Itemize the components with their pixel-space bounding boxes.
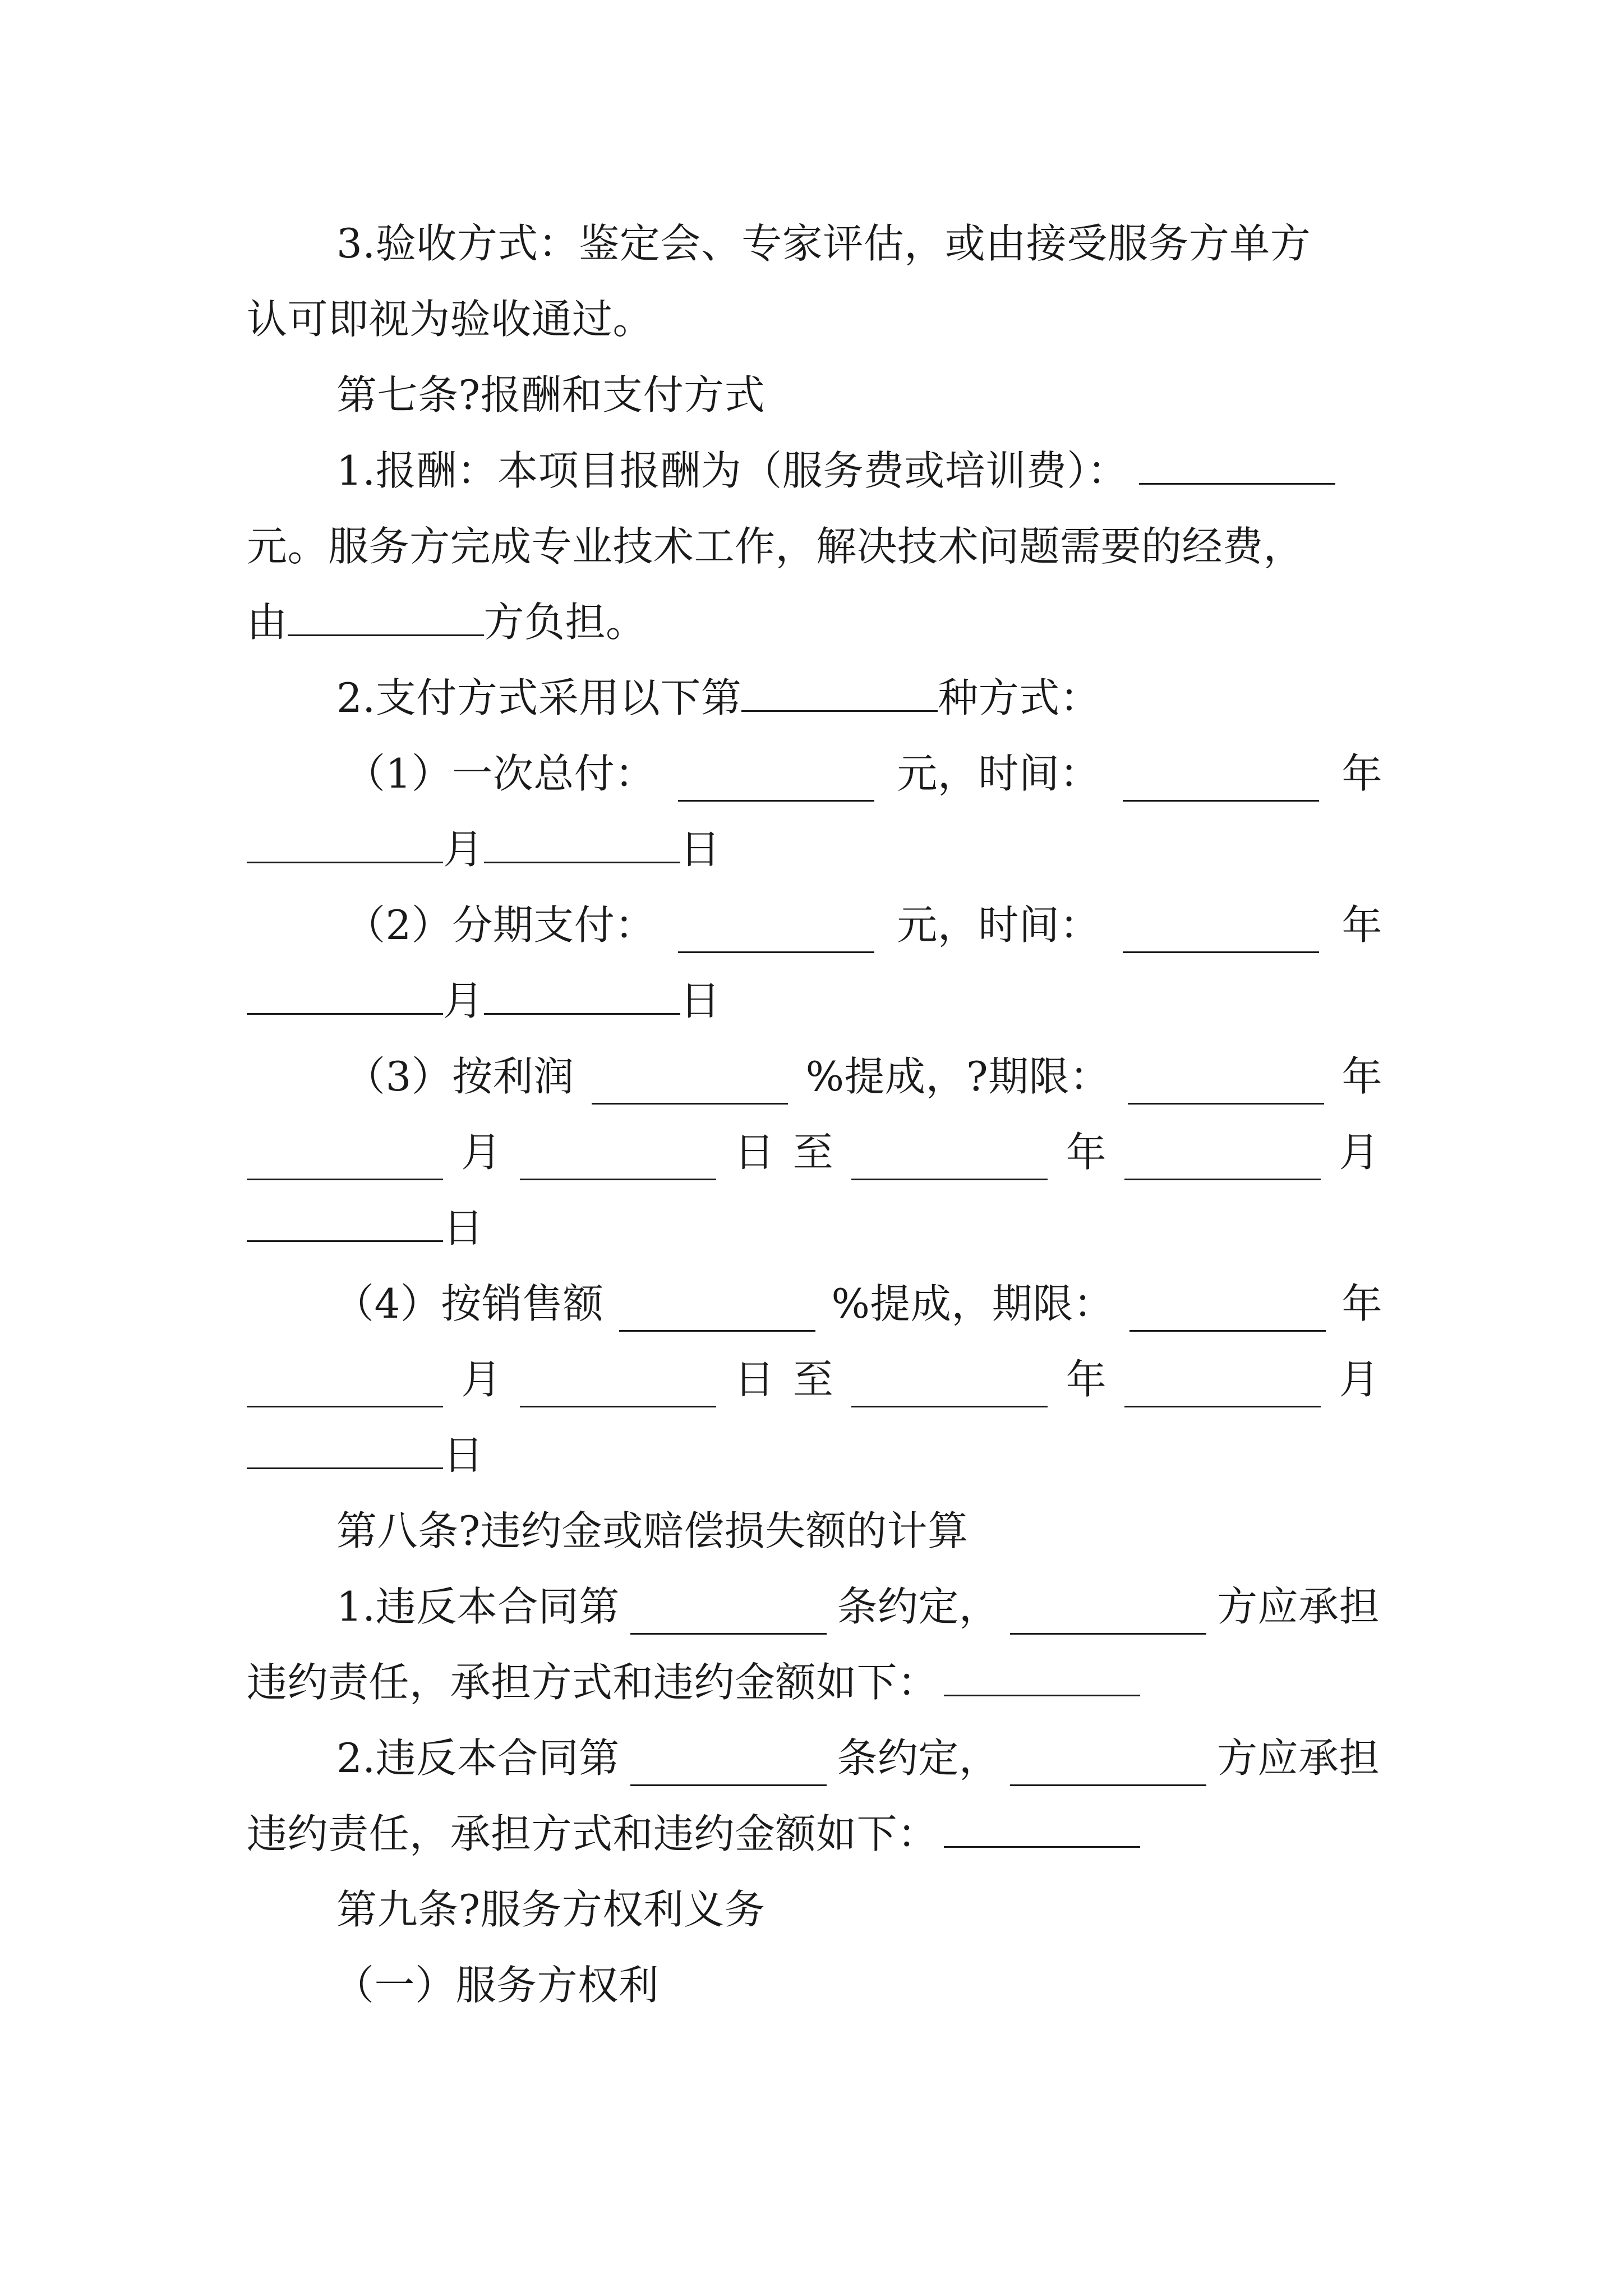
breach-1-article-blank [630,1596,827,1635]
option-3-end-month-blank [1124,1142,1321,1180]
option-4-end-month-label: 月 [1339,1356,1380,1403]
option-3-start-year-blank [1128,1066,1324,1105]
cost-bearer-prefix: 由 [247,599,288,646]
breach-1-agreement-label: 条约定， [837,1583,1000,1630]
option-1-line-1 [345,746,1382,802]
option-2-month-label: 月 [443,977,484,1024]
service-provider-rights-heading: （一）服务方权利 [334,1962,660,2009]
option-4-line-3 [247,1427,1380,1483]
option-2-year-label: 年 [1341,901,1382,949]
article-7-heading: 第七条?报酬和支付方式 [336,371,766,418]
option-4-line-2 [247,1351,1380,1407]
option-2-line-1 [345,897,1382,953]
option-4-end-month-blank [1124,1369,1321,1407]
option-1-label: （1）一次总付： [345,750,656,797]
option-3-start-day-blank [520,1142,716,1180]
option-4-percent-blank [619,1293,815,1332]
cost-bearer-blank [288,597,484,636]
option-3-percent-blank [592,1066,788,1105]
breach-item-1-line-1 [336,1579,1380,1635]
option-3-end-day-blank [247,1203,443,1242]
option-2-day-blank [484,976,680,1015]
option-3-end-year-blank [851,1142,1048,1180]
option-4-end-year-blank [851,1369,1048,1407]
option-4-start-month-blank [247,1369,443,1407]
option-3-line-1 [345,1048,1382,1105]
option-4-start-year-blank [1129,1293,1326,1332]
option-3-day-label: 日 [734,1129,775,1176]
option-3-end-year-label: 年 [1066,1129,1107,1176]
remuneration-line-1 [336,443,1380,499]
option-2-amount-blank [678,914,874,953]
option-1-month-label: 月 [443,826,484,873]
option-1-month-blank [247,825,443,863]
cost-bearer-suffix: 方负担。 [483,599,647,646]
option-4-line-1 [334,1276,1382,1332]
option-4-end-day-blank [247,1430,443,1469]
option-4-start-day-blank [520,1369,716,1407]
payment-method-number-blank [741,673,938,712]
option-3-to-label: 至 [792,1129,834,1176]
option-2-year-blank [1123,914,1319,953]
breach-2-party-blank [1010,1747,1206,1786]
option-3-end-month-label: 月 [1339,1129,1380,1176]
option-2-line-2 [247,973,1380,1029]
option-4-day-label: 日 [734,1356,775,1403]
breach-1-label: 1.违反本合同第 [336,1583,620,1630]
option-1-day-label: 日 [680,826,721,873]
acceptance-method-line-2: 认可即视为验收通过。 [247,296,654,343]
breach-2-terms-blank [944,1809,1140,1848]
option-2-time-label: 元，时间： [897,901,1100,949]
option-4-label: （4）按销售额 [334,1280,604,1327]
breach-item-1-line-2 [247,1654,1380,1710]
breach-item-2-line-2 [247,1806,1380,1862]
option-4-to-label: 至 [792,1356,834,1403]
option-3-line-3 [247,1200,1380,1256]
breach-1-terms-blank [944,1658,1140,1696]
article-8-heading: 第八条?违约金或赔偿损失额的计算 [336,1507,969,1554]
breach-2-article-blank [630,1747,827,1786]
breach-2-label: 2.违反本合同第 [336,1734,620,1782]
option-1-amount-blank [678,763,874,802]
payment-method-label: 2.支付方式采用以下第 [336,674,742,721]
option-1-day-blank [484,825,680,863]
option-2-day-label: 日 [680,977,721,1024]
option-1-line-2 [247,821,1380,877]
breach-2-terms-label: 违约责任，承担方式和违约金额如下： [247,1810,938,1857]
option-3-month-label: 月 [461,1129,502,1176]
option-4-year-label: 年 [1341,1280,1382,1327]
option-1-time-label: 元，时间： [897,750,1100,797]
article-9-heading: 第九条?服务方权利义务 [336,1886,766,1933]
remuneration-line-2: 元。服务方完成专业技术工作，解决技术问题需要的经费， [247,523,1304,570]
remuneration-amount-blank [1139,446,1335,485]
option-2-month-blank [247,976,443,1015]
breach-1-terms-label: 违约责任，承担方式和违约金额如下： [247,1659,938,1706]
payment-method-suffix: 种方式： [938,674,1101,721]
acceptance-method-line-1: 3.验收方式：鉴定会、专家评估，或由接受服务方单方 [336,220,1311,267]
breach-2-agreement-label: 条约定， [837,1734,1000,1782]
remuneration-line-3 [247,594,1380,650]
breach-1-liability-label: 方应承担 [1216,1583,1380,1630]
option-2-label: （2）分期支付： [345,901,656,949]
option-3-start-month-blank [247,1142,443,1180]
breach-1-party-blank [1010,1596,1206,1635]
breach-item-2-line-1 [336,1730,1380,1786]
option-3-end-day-label: 日 [443,1204,484,1251]
option-4-end-year-label: 年 [1066,1356,1107,1403]
option-1-year-label: 年 [1341,750,1382,797]
option-3-line-2 [247,1124,1380,1180]
option-3-period-label: %提成，?期限： [805,1053,1110,1100]
option-4-period-label: %提成，期限： [831,1280,1114,1327]
remuneration-label: 1.报酬：本项目报酬为（服务费或培训费）： [336,447,1128,494]
option-1-year-blank [1123,763,1319,802]
breach-2-liability-label: 方应承担 [1216,1734,1380,1782]
option-3-year-label: 年 [1341,1053,1382,1100]
option-4-end-day-label: 日 [443,1432,484,1479]
payment-method-line [336,670,1469,726]
option-3-label: （3）按利润 [345,1053,574,1100]
option-4-month-label: 月 [461,1356,502,1403]
